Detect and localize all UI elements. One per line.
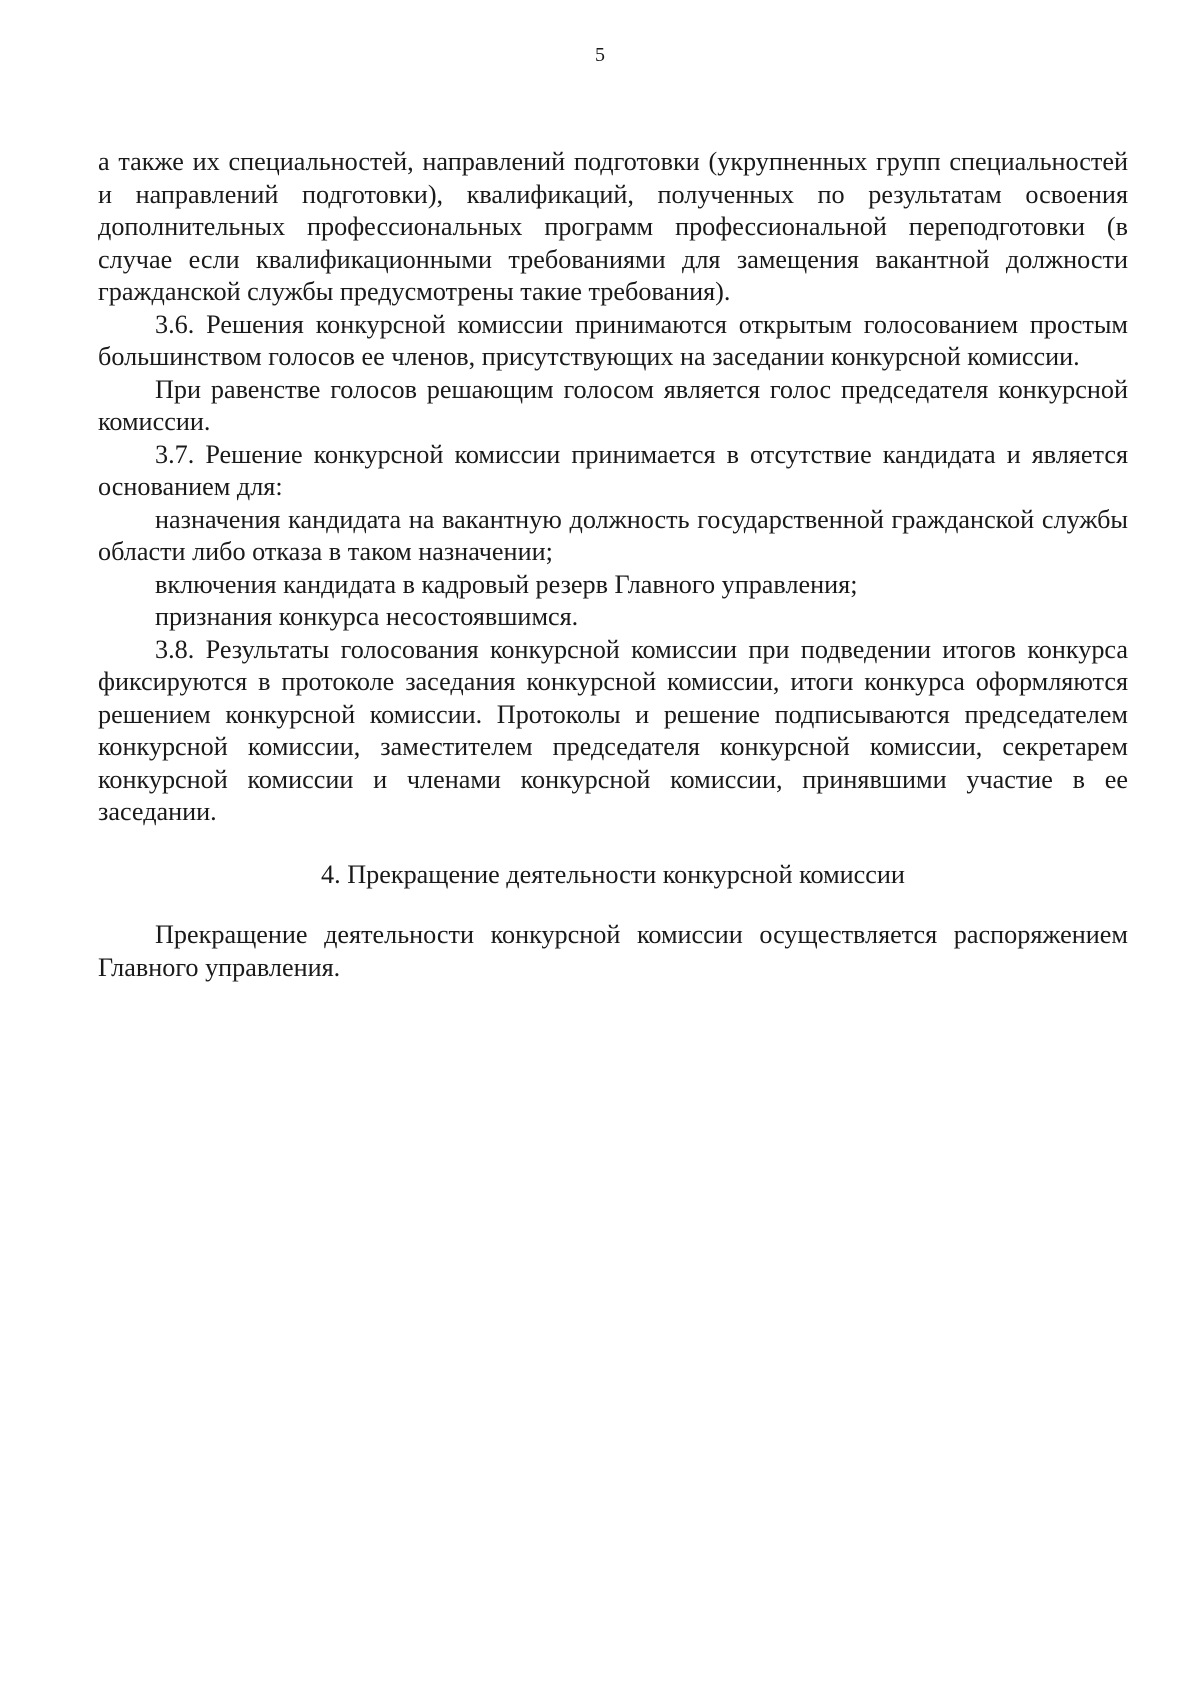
paragraph-3-8: 3.8. Результаты голосования конкурсной комиссии при подведении итогов конкурса фиксируются в протоколе заседания конкурсной комиссии, итоги конкурса оформляются решением конкурсной комиссии. Протоколы и решение подписываются председателем конкурсной комиссии, заместителем председателя конкурсной комиссии, секретарем конкурсной комиссии и членами конкурсной комиссии, принявшими участие в ее заседании. [98, 634, 1128, 826]
section-title-4: 4. Прекращение деятельности конкурсной комиссии [321, 859, 905, 889]
paragraph-3-6: 3.6. Решения конкурсной комиссии принимаются открытым голосованием простым большинством голосов ее членов, присутствующих на заседании конкурсной комиссии. [98, 309, 1128, 371]
paragraph-basis-reserve: включения кандидата в кадровый резерв Главного управления; [155, 569, 858, 599]
document-body [98, 146, 1128, 984]
paragraph-continuation: а также их специальностей, направлений подготовки (укрупненных групп специальностей и направлений подготовки), квалификаций, полученных по результатам освоения дополнительных профессиональных программ профессиональной переподготовки (в случае если квалификационными требованиями для замещения вакантной должности гражданской службы предусмотрены такие требования). [98, 147, 1128, 306]
paragraph-basis-appointment: назначения кандидата на вакантную должность государственной гражданской службы области либо отказа в таком назначении; [98, 504, 1128, 566]
paragraph-tie-vote: При равенстве голосов решающим голосом является голос председателя конкурсной комиссии. [98, 374, 1128, 436]
paragraph-3-7: 3.7. Решение конкурсной комиссии принимается в отсутствие кандидата и является основанием для: [98, 439, 1128, 501]
paragraph-basis-failed: признания конкурса несостоявшимся. [155, 602, 579, 631]
page-number: 5 [595, 44, 605, 66]
paragraph-section-4: Прекращение деятельности конкурсной комиссии осуществляется распоряжением Главного управления. [98, 920, 1128, 982]
